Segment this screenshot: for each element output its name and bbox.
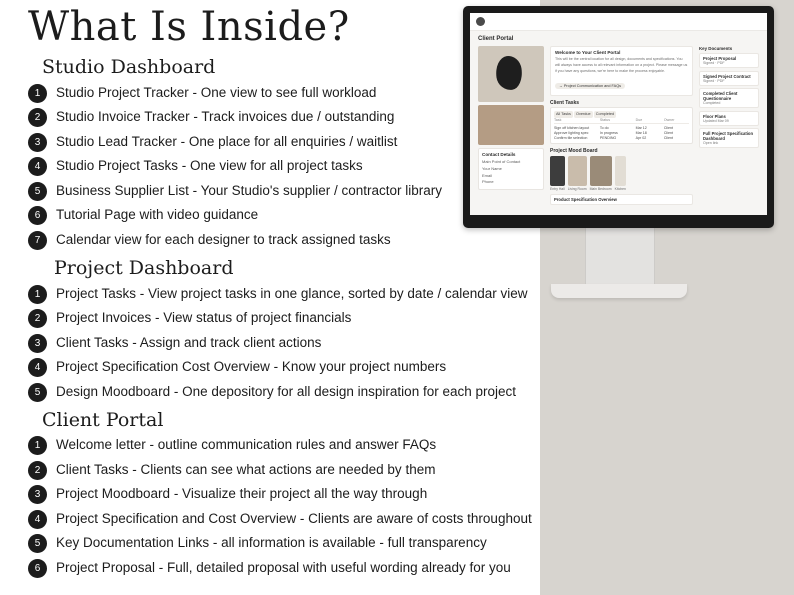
moodboard-image xyxy=(615,156,626,186)
app-body xyxy=(470,46,767,205)
list-client-portal xyxy=(28,435,548,579)
column-header-due: Due xyxy=(635,118,643,123)
list-item-label: Project Specification and Cost Overview - Clients are aware of costs throughout xyxy=(56,510,532,526)
list-item xyxy=(28,558,548,579)
moodboard-heading: Project Mood Board xyxy=(550,148,598,155)
moodboard-row xyxy=(550,156,693,191)
moodboard-item[interactable] xyxy=(615,156,626,191)
document-link[interactable] xyxy=(699,111,759,126)
list-item xyxy=(28,435,548,456)
list-item-label: Studio Project Tracker - One view to see full workload xyxy=(56,84,377,100)
moodboard-image xyxy=(590,156,612,186)
abstract-shape-icon xyxy=(494,54,524,91)
cell-task: Approve lighting spec xyxy=(554,130,589,135)
contact-row: Main Point of Contact xyxy=(482,159,521,164)
table-row[interactable] xyxy=(554,125,689,130)
document-title: Full Project Specification Dashboard xyxy=(703,131,754,141)
client-tasks-heading: Client Tasks xyxy=(550,100,580,107)
list-number: 2 xyxy=(28,309,47,328)
list-item-label: Business Supplier List - Your Studio's supplier / contractor library xyxy=(56,182,443,198)
list-item-label: Design Moodboard - One depository for all design inspiration for each project xyxy=(56,383,517,399)
moodboard-caption: Living Room xyxy=(567,187,587,192)
list-number: 4 xyxy=(28,510,47,529)
list-number: 7 xyxy=(28,231,47,250)
document-subtitle: Updated Mar 09 xyxy=(703,118,729,123)
column-header-owner: Owner xyxy=(663,118,675,123)
list-item-label: Studio Lead Tracker - One place for all enquiries / waitlist xyxy=(56,133,398,149)
filter-completed[interactable]: Completed xyxy=(595,112,615,117)
document-title: Project Proposal xyxy=(703,56,737,61)
document-subtitle: Completed xyxy=(703,101,721,105)
list-item-label: Welcome letter - outline communication rules and answer FAQs xyxy=(56,437,437,453)
list-item-label: Studio Project Tasks - One view for all project tasks xyxy=(56,158,363,174)
document-link[interactable] xyxy=(699,53,759,68)
contact-card-title: Contact Details xyxy=(482,152,516,157)
section-heading-studio-dashboard: Studio Dashboard xyxy=(42,56,216,78)
list-number: 2 xyxy=(28,108,47,127)
document-link[interactable] xyxy=(699,128,759,148)
avatar xyxy=(476,17,485,26)
monitor-screen xyxy=(470,13,767,215)
cell-owner: Client xyxy=(663,125,674,130)
faq-link-button[interactable]: → Project Communication and FAQs xyxy=(555,83,625,89)
contact-details-card xyxy=(478,148,544,190)
list-item xyxy=(28,484,548,505)
list-item-label: Client Tasks - Clients can see what actions are needed by them xyxy=(56,461,436,477)
cell-status: In progress xyxy=(599,130,618,135)
cell-status: PENDING xyxy=(599,135,617,140)
list-item-label: Project Tasks - View project tasks in one glance, sorted by date / calendar view xyxy=(56,285,528,301)
document-title: Completed Client Questionnaire xyxy=(703,91,738,101)
client-tasks-card xyxy=(550,107,693,144)
cell-task: Sign off kitchen layout xyxy=(554,125,590,130)
list-number: 1 xyxy=(28,436,47,455)
list-item xyxy=(28,509,548,530)
list-number: 3 xyxy=(28,485,47,504)
column-header-status: Status xyxy=(599,118,611,123)
list-number: 1 xyxy=(28,285,47,304)
list-item xyxy=(28,533,548,554)
moodboard-item[interactable] xyxy=(568,156,587,191)
section-heading-client-portal: Client Portal xyxy=(42,408,164,431)
filter-overdue[interactable]: Overdue xyxy=(576,112,591,117)
app-main-column xyxy=(550,46,693,205)
list-item-label: Client Tasks - Assign and track client actions xyxy=(56,334,322,350)
welcome-body: This will be the central location for all design, documents and specifications. You will always have access to all relevant information on a project. Please message us if you have any questions, we're here to make the process enjoyable. xyxy=(555,57,688,73)
cell-due: Mar 12 xyxy=(635,125,647,130)
list-number: 3 xyxy=(28,133,47,152)
section-heading-project-dashboard: Project Dashboard xyxy=(54,256,234,279)
list-number: 4 xyxy=(28,157,47,176)
moodboard-caption: Kitchen xyxy=(614,187,626,192)
list-item xyxy=(28,357,548,378)
list-item-label: Project Invoices - View status of project financials xyxy=(56,310,352,326)
column-header-task: Task xyxy=(554,118,562,123)
app-topbar xyxy=(470,13,767,31)
monitor-stand-base xyxy=(551,284,687,298)
list-item xyxy=(28,308,548,329)
list-item xyxy=(28,333,548,354)
hero-artwork xyxy=(478,46,544,102)
moodboard-image xyxy=(550,156,565,186)
client-tasks-table-header xyxy=(554,118,689,124)
app-right-column xyxy=(699,46,759,205)
document-subtitle: Open link xyxy=(703,141,719,145)
document-title: Floor Plans xyxy=(703,113,726,119)
list-number: 5 xyxy=(28,534,47,553)
cell-due: Mar 18 xyxy=(635,130,647,135)
list-number: 6 xyxy=(28,206,47,225)
list-number: 2 xyxy=(28,461,47,480)
secondary-artwork xyxy=(478,105,544,145)
contact-row: Email xyxy=(482,172,493,178)
list-item-label: Project Proposal - Full, detailed proposal with useful wording already for you xyxy=(56,559,511,575)
list-number: 1 xyxy=(28,84,47,103)
monitor-stand-neck xyxy=(585,226,655,288)
list-number: 6 xyxy=(28,559,47,578)
moodboard-item[interactable] xyxy=(590,156,612,191)
list-item xyxy=(28,382,548,403)
page-title: What Is Inside? xyxy=(28,4,350,50)
monitor-chin xyxy=(463,215,774,228)
cell-task: Confirm tile selection xyxy=(554,135,588,140)
table-row[interactable] xyxy=(554,130,689,135)
moodboard-item[interactable] xyxy=(550,156,565,191)
list-item-label: Key Documentation Links - all information is available - full transparency xyxy=(56,535,487,551)
monitor-frame xyxy=(463,6,774,228)
key-documents-heading: Key Documents xyxy=(699,46,733,51)
list-number: 5 xyxy=(28,182,47,201)
client-tasks-filters[interactable] xyxy=(554,111,689,118)
spec-overview-heading[interactable]: Product Specification Overview xyxy=(550,194,693,205)
moodboard-image xyxy=(568,156,587,186)
cell-status: To do xyxy=(599,125,609,130)
list-item-label: Project Specification Cost Overview - Know your project numbers xyxy=(56,359,447,375)
app-page-title: Client Portal xyxy=(478,36,514,42)
list-project-dashboard xyxy=(28,284,548,403)
cell-due: Apr 02 xyxy=(635,135,647,140)
document-link[interactable] xyxy=(699,88,759,108)
filter-all-tasks[interactable]: All Tasks xyxy=(556,112,571,117)
list-item xyxy=(28,230,548,251)
document-title: Signed Project Contract xyxy=(703,73,751,79)
contact-row: Your Name xyxy=(482,165,502,171)
contact-row: Phone xyxy=(482,179,494,185)
document-subtitle: Signed · PDF xyxy=(703,78,725,83)
cell-owner: Client xyxy=(663,130,674,135)
list-number: 4 xyxy=(28,358,47,377)
welcome-title: Welcome to Your Client Portal xyxy=(555,50,621,55)
cell-owner: Client xyxy=(663,135,674,140)
table-row[interactable] xyxy=(554,135,689,140)
list-number: 3 xyxy=(28,334,47,353)
list-item-label: Project Moodboard - Visualize their project all the way through xyxy=(56,486,428,502)
list-item-label: Tutorial Page with video guidance xyxy=(56,207,259,223)
list-item xyxy=(28,284,548,305)
list-item-label: Studio Invoice Tracker - Track invoices due / outstanding xyxy=(56,109,395,125)
list-number: 5 xyxy=(28,383,47,402)
welcome-card xyxy=(550,46,693,96)
app-left-column xyxy=(478,46,544,205)
document-link[interactable] xyxy=(699,71,759,86)
list-item-label: Calendar view for each designer to track assigned tasks xyxy=(56,231,391,247)
moodboard-caption: Entry Hall xyxy=(550,187,565,192)
document-subtitle: Signed · PDF xyxy=(703,61,725,65)
list-item xyxy=(28,460,548,481)
moodboard-caption: Main Bedroom xyxy=(589,187,612,192)
